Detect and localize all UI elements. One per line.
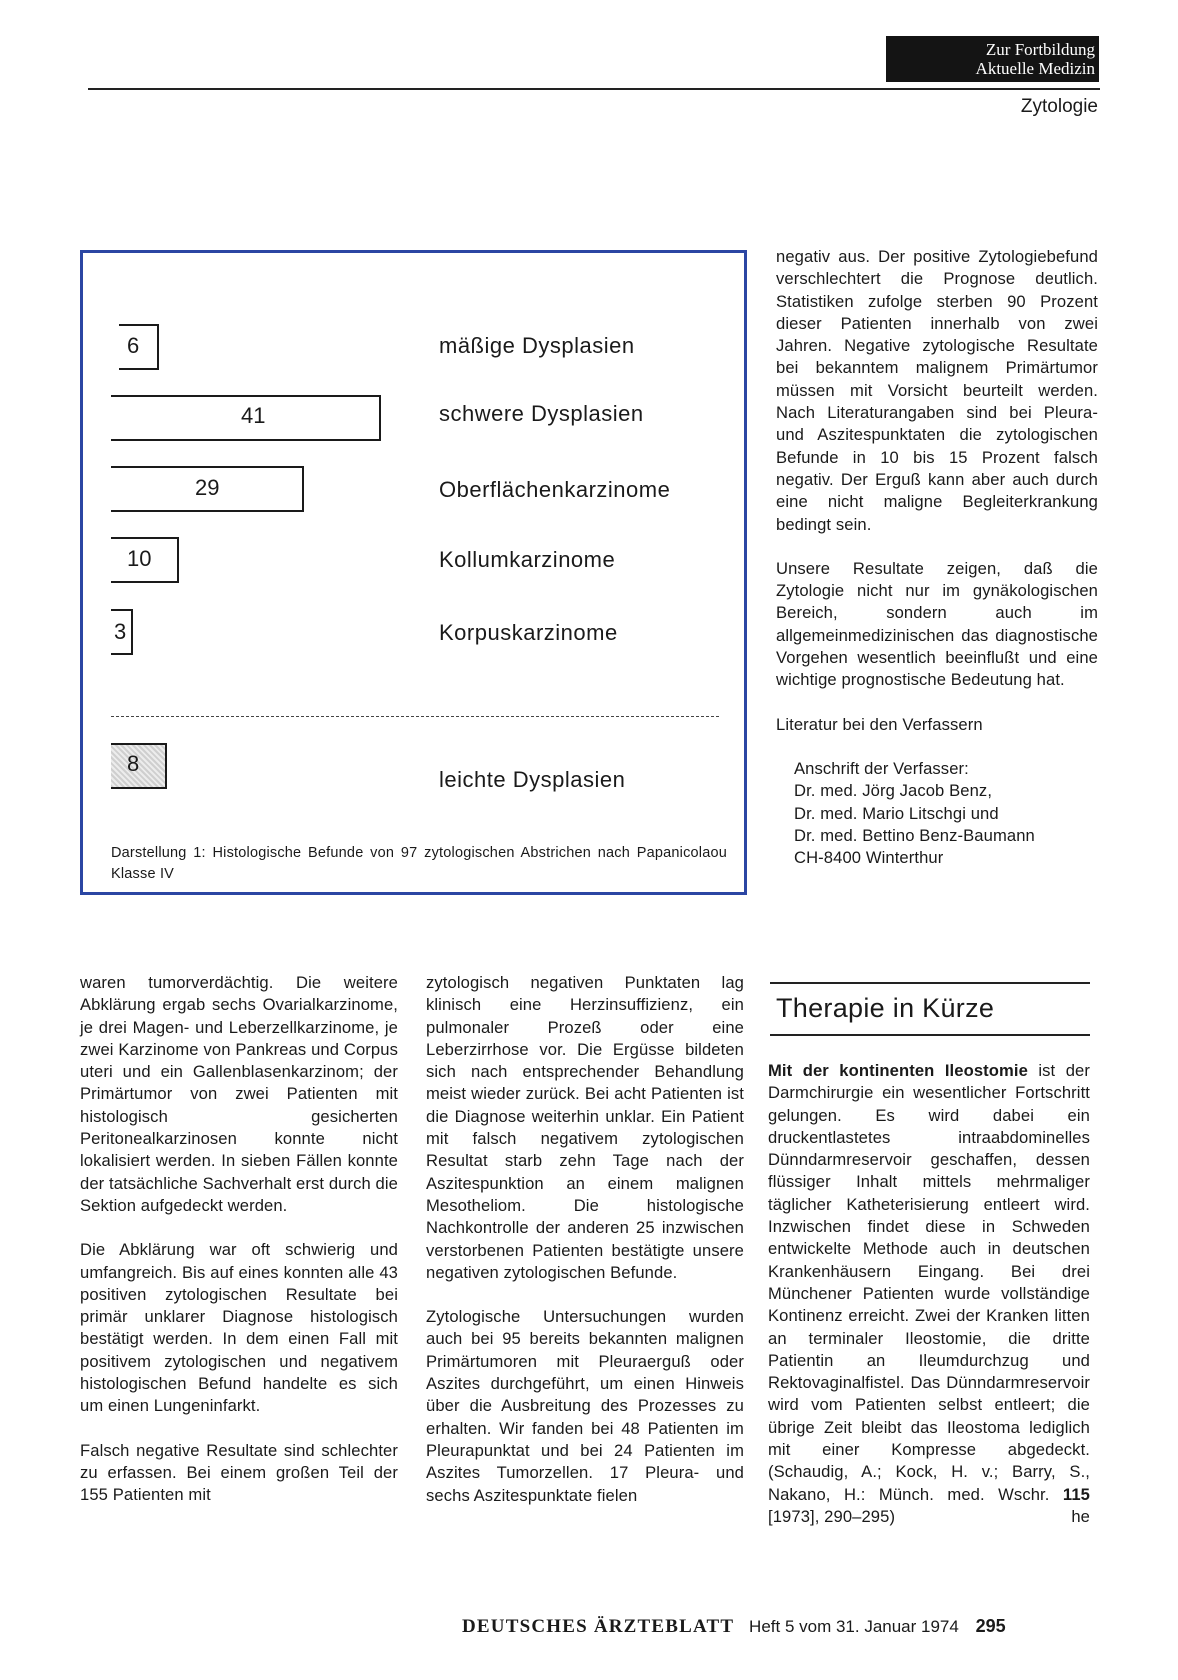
bar-value-41: 41 [241, 403, 266, 428]
author-address [776, 758, 1098, 869]
therapie-paragraph [768, 1060, 1090, 1528]
address-line: Dr. med. Bettino Benz-Baumann [794, 825, 1035, 845]
address-line: Dr. med. Jörg Jacob Benz, [794, 781, 993, 801]
right-paragraph-2: Unsere Resultate zeigen, daß die Zytologie nicht nur im gynäkologischen Bereich, sondern auch im allgemeinmedizinischen das diagnostische Vorgehen wesentlich beeinflußt und eine wichtige prognostische Bedeutung hat. [776, 558, 1098, 690]
bar-label-kollum: Kollumkarzinome [439, 547, 616, 572]
text-column-2 [426, 972, 744, 1507]
page-footer [462, 1616, 1006, 1638]
therapie-text: ist der Darmchirurgie ein wesentlicher Fortschritt gelungen. Es wird dabei ein druckentlastetes intraabdominelles Dünndarmreservoir geschaffen, dessen flüssiger Inhalt mittels mehrmaliger täglicher Katheterisierung entleert wird. Inzwischen findet diese in Schweden entwickelte Methode auch in deutschen Krankenhäusern Eingang. Bei drei Münchener Patienten wurde vollständige Kontinenz erreicht. Zwei der Kranken litten an terminaler Ileostomie, die dritte Patientin an Ileumdurchzug und Rektovaginalfistel. Das Dünndarmreservoir wird vom Patienten selbst entleert; die übrige Zeit bleibt das Ileostoma lediglich mit einer Kompresse abgedeckt. (Schaudig, A.; Kock, H. v.; Barry, S., Nakano, H.: Münch. med. Wschr. [768, 1061, 1090, 1504]
section-label: Zytologie [1020, 96, 1098, 117]
therapie-ref-volume: 115 [1062, 1484, 1090, 1504]
bar-label-korpus: Korpuskarzinome [439, 620, 618, 645]
issue-info: Heft 5 vom 31. Januar 1974 [749, 1617, 959, 1636]
badge-line-1: Zur Fortbildung [985, 40, 1095, 59]
figure-box [80, 250, 747, 895]
col1-paragraph-3: Falsch negative Resultate sind schlechter zu erfassen. Bei einem großen Teil der 155 Patienten mit [80, 1440, 398, 1505]
col1-paragraph-1: waren tumorverdächtig. Die weitere Abklärung ergab sechs Ovarialkarzinome, je drei Magen- und Leberzellkarzinome, je zwei Karzinome von Pankreas und Corpus uteri und ein Gallenblasenkarzinom; der Primärtumor von zwei Patienten mit histologisch gesicherten Peritonealkarzinosen konnte nicht lokalisiert werden. In sieben Fällen konnte der tatsächliche Sachverhalt erst durch die Sektion aufgedeckt werden. [80, 973, 398, 1215]
bar-value-6: 6 [127, 333, 140, 358]
bar-label-leichte: leichte Dysplasien [439, 767, 626, 792]
header-rule [88, 88, 1100, 90]
therapie-bottom-rule [770, 1034, 1090, 1036]
right-paragraph-1: negativ aus. Der positive Zytologiebefund verschlechtert die Prognose deutlich. Statistiken zufolge sterben 90 Prozent dieser Patienten innerhalb von zwei Jahren. Negative zytologische Resultate bei bekanntem malignem Primärtumor müssen mit Vorsicht beurteilt werden. Nach Literaturangaben sind bei Pleura- und Aszitespunktaten die zytologischen Befunde in 10 bis 15 Prozent falsch negativ. Der Erguß kann aber auch durch eine nicht maligne Begleiterkrankung bedingt sein. [776, 247, 1098, 534]
section-badge [886, 36, 1099, 82]
journal-name: DEUTSCHES ÄRZTEBLATT [462, 1616, 735, 1637]
therapie-lead: Mit der kontinenten Ileostomie [768, 1061, 1028, 1080]
text-column-1 [80, 972, 398, 1507]
therapie-ref-rest: [1973], 290–295) [768, 1506, 896, 1526]
therapie-top-rule [770, 982, 1090, 984]
address-line: Dr. med. Mario Litschgi und [794, 803, 999, 823]
bar-label-maessige: mäßige Dysplasien [439, 333, 635, 358]
bar-value-29: 29 [195, 475, 220, 500]
text-column-3 [768, 1060, 1090, 1528]
address-line: Anschrift der Verfasser: [794, 758, 969, 778]
bar-value-10: 10 [127, 546, 152, 571]
col2-paragraph-2: Zytologische Untersuchungen wurden auch bei 95 bereits bekannten malignen Primärtumoren mit Pleuraerguß oder Aszites durchgeführt, um einen Hinweis über die Ausbreitung des Prozesses zu erhalten. Wir fanden bei 48 Patienten im Pleurapunktat und bei 24 Patienten im Aszites Tumorzellen. 17 Pleura- und sechs Aszitespunktate fielen [426, 1307, 744, 1505]
bar-value-3: 3 [114, 619, 127, 644]
therapie-signature: he [1071, 1506, 1090, 1526]
figure-caption: Darstellung 1: Histologische Befunde von 97 zytologischen Abstrichen nach Papanicolaou Klasse IV [111, 845, 727, 882]
bar-value-8: 8 [127, 751, 140, 776]
dashed-separator [111, 716, 719, 717]
badge-line-2: Aktuelle Medizin [975, 59, 1095, 78]
right-column [776, 246, 1098, 869]
bar-label-schwere: schwere Dysplasien [439, 401, 644, 426]
page-number: 295 [975, 1616, 1006, 1636]
literature-note: Literatur bei den Verfassern [776, 714, 983, 734]
address-line: CH-8400 Winterthur [794, 848, 944, 868]
bar-label-oberflaechen: Oberflächenkarzinome [439, 477, 671, 502]
therapie-title: Therapie in Kürze [776, 993, 995, 1023]
col1-paragraph-2: Die Abklärung war oft schwierig und umfangreich. Bis auf eines konnten alle 43 positiven zytologischen Resultate bei primär unklarer Diagnose histologisch bestätigt werden. In dem einen Fall mit positivem zytologischen und negativem histologischen Befund handelte es sich um einen Lungeninfarkt. [80, 1240, 398, 1416]
col2-paragraph-1: zytologisch negativen Punktaten lag klinisch eine Herzinsuffizienz, ein pulmonaler Prozeß oder eine Leberzirrhose vor. Die Ergüsse bildeten sich nach entsprechender Behandlung meist wieder zurück. Bei acht Patienten ist die Diagnose weiterhin unklar. Ein Patient mit falsch negativem zytologischen Resultat starb zehn Tage nach der Aszitespunktion an einem malignen Mesotheliom. Die histologische Nachkontrolle der anderen 25 inzwischen verstorbenen Patienten bestätigte unsere negativen zytologischen Befunde. [426, 973, 744, 1282]
